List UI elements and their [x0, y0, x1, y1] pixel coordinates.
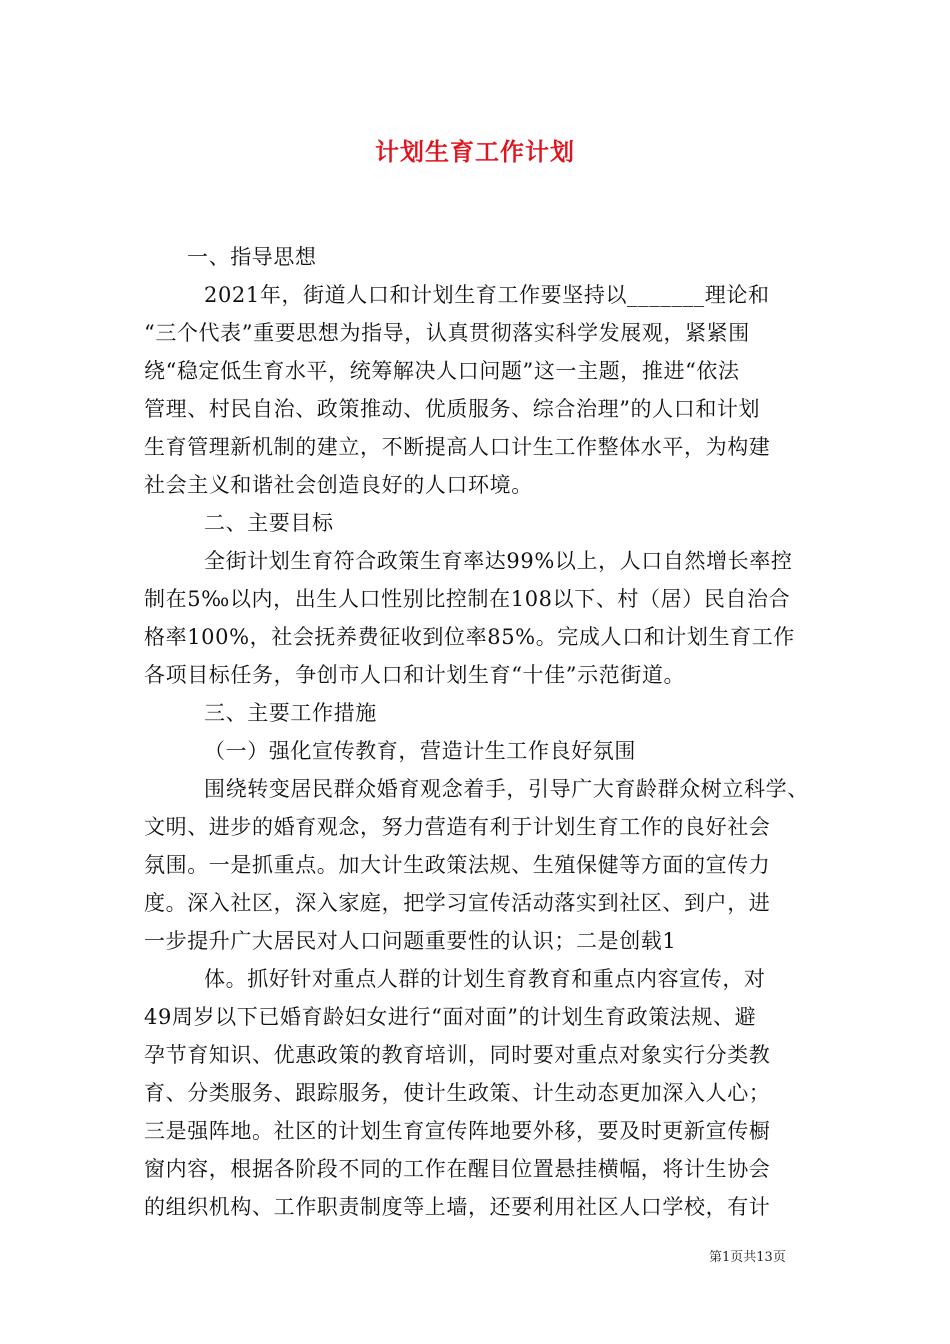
page-number-footer: 第1页共13页 [709, 1250, 786, 1265]
paragraph-line: 社会主义和谐社会创造良好的人口环境。 [144, 473, 533, 497]
paragraph-line: 全街计划生育符合政策生育率达99%以上，人口自然增长率控 [204, 549, 793, 573]
subheading-publicity: （一）强化宣传教育，营造计生工作良好氛围 [204, 739, 636, 763]
paragraph-line: 氛围。一是抓重点。加大计生政策法规、生殖保健等方面的宣传力 [144, 853, 771, 877]
heading-main-measures: 三、主要工作措施 [204, 701, 377, 725]
paragraph-line: 管理、村民自治、政策推动、优质服务、综合治理”的人口和计划 [144, 397, 761, 421]
paragraph-line: 制在5‰以内，出生人口性别比控制在108以下、村（居）民自治合 [144, 587, 791, 611]
paragraph-line: 育、分类服务、跟踪服务，使计生政策、计生动态更加深入人心； [144, 1081, 771, 1105]
paragraph-line: 各项目标任务，争创市人口和计划生育“十佳”示范街道。 [144, 663, 686, 687]
paragraph-line: 孕节育知识、优惠政策的教育培训，同时要对重点对象实行分类教 [144, 1043, 771, 1067]
paragraph-line: 生育管理新机制的建立，不断提高人口计生工作整体水平，为构建 [144, 435, 771, 459]
paragraph-line: 文明、进步的婚育观念，努力营造有利于计划生育工作的良好社会 [144, 815, 771, 839]
paragraph-line: 绕“稳定低生育水平，统筹解决人口问题”这一主题，推进“依法 [144, 359, 740, 383]
paragraph-line: 一步提升广大居民对人口问题重要性的认识；二是创载1 [144, 929, 677, 953]
paragraph-line: 2021年，街道人口和计划生育工作要坚持以_______理论和 [204, 283, 770, 307]
heading-main-goals: 二、主要目标 [204, 511, 334, 535]
paragraph-line: 三是强阵地。社区的计划生育宣传阵地要外移，要及时更新宣传橱 [144, 1119, 771, 1143]
paragraph-line: 格率100%，社会抚养费征收到位率85%。完成人口和计划生育工作 [144, 625, 795, 649]
document-title: 计划生育工作计划 [375, 138, 575, 166]
paragraph-line: 度。深入社区，深入家庭，把学习宣传活动落实到社区、到户，进 [144, 891, 771, 915]
paragraph-line: 49周岁以下已婚育龄妇女进行“面对面”的计划生育政策法规、避 [144, 1005, 757, 1029]
paragraph-line: “三个代表”重要思想为指导，认真贯彻落实科学发展观，紧紧围 [144, 321, 750, 345]
paragraph-line: 的组织机构、工作职责制度等上墙，还要利用社区人口学校，有计 [144, 1195, 771, 1219]
heading-guiding-ideology: 一、指导思想 [187, 245, 317, 269]
paragraph-line: 体。抓好针对重点人群的计划生育教育和重点内容宣传，对 [204, 967, 766, 991]
paragraph-line: 围绕转变居民群众婚育观念着手，引导广大育龄群众树立科学、 [204, 777, 809, 801]
paragraph-line: 窗内容，根据各阶段不同的工作在醒目位置悬挂横幅，将计生协会 [144, 1157, 771, 1181]
